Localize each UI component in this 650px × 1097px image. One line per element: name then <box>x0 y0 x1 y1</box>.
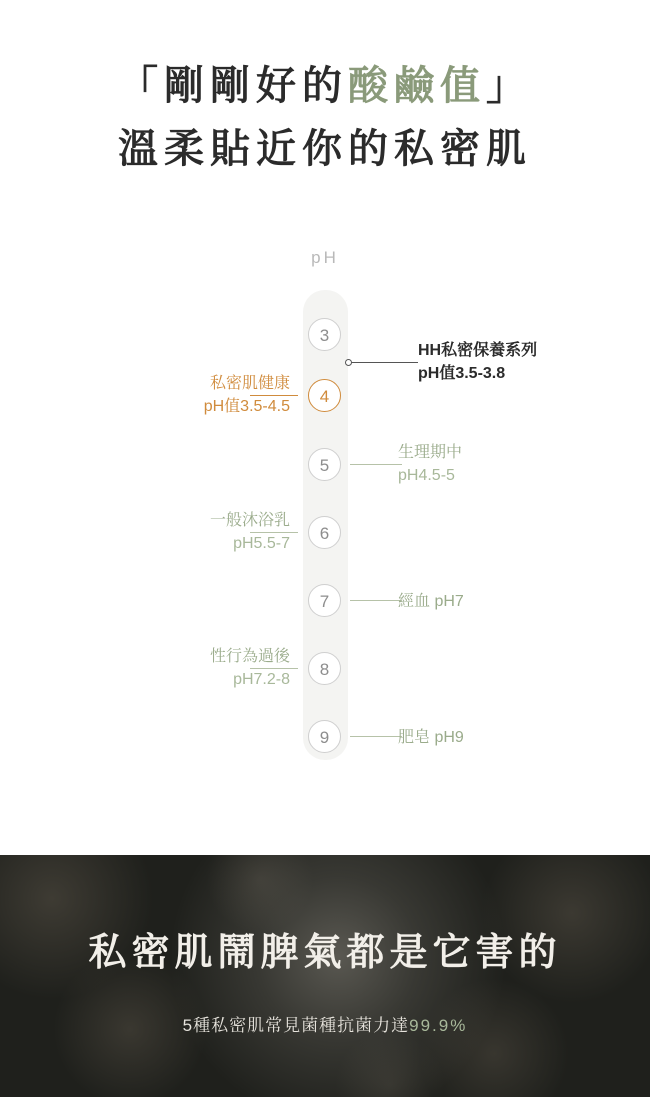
ph-scale-rows <box>0 290 650 760</box>
ph-value-6: 6 <box>308 516 341 549</box>
ph-value-4: 4 <box>308 379 341 412</box>
callout-dot <box>345 359 352 366</box>
callout-label-line1: HH私密保養系列 <box>418 342 538 359</box>
callout-connector-line <box>350 362 418 363</box>
tick-4-label-line2: pH值3.5-4.5 <box>203 398 290 416</box>
page-title <box>0 58 650 176</box>
section-title: 私密肌鬧脾氣都是它害的 <box>88 932 562 974</box>
tick-8-label-line1: 性行為過後 <box>209 648 290 665</box>
headline-post: 」 <box>486 63 532 108</box>
tick-6-label-line2: pH5.5-7 <box>233 535 290 553</box>
headline-pre: 「剛剛好的 <box>118 63 348 108</box>
tick-8-label <box>210 645 290 691</box>
ph-value-7: 7 <box>308 584 341 617</box>
headline-accent: 酸鹼值 <box>348 63 486 108</box>
ph-value-3: 3 <box>308 318 341 351</box>
tick-5-label-line1: 生理期中 <box>398 444 463 461</box>
tick-6-label-line1: 一般沐浴乳 <box>209 512 290 529</box>
tick-6-label <box>210 509 290 555</box>
section-subtitle-percent: 99.9% <box>409 1016 468 1035</box>
ph-value-5: 5 <box>308 448 341 481</box>
section-subtitle-text: 5種私密肌常見菌種抗菌力達 <box>182 1016 410 1035</box>
tick-8-label-line2: pH7.2-8 <box>233 671 290 689</box>
tick-9-label <box>398 726 464 749</box>
tick-7-connector-line <box>350 600 402 601</box>
callout-label <box>418 339 537 385</box>
headline-line-1 <box>0 58 650 113</box>
headline-line-2: 溫柔貼近你的私密肌 <box>118 126 532 172</box>
tick-4-label-line1: 私密肌健康 <box>209 375 290 392</box>
tick-4-label <box>204 372 290 418</box>
tick-5-label-line2: pH4.5-5 <box>398 467 455 485</box>
ph-value-9: 9 <box>308 720 341 753</box>
antibacterial-section <box>0 855 650 1097</box>
tick-7-label <box>398 590 464 613</box>
callout-label-line2: pH值3.5-3.8 <box>418 365 506 383</box>
tick-9-label-line1: 肥皂 pH9 <box>398 729 464 746</box>
section-subtitle <box>0 1011 650 1036</box>
ph-value-8: 8 <box>308 652 341 685</box>
ph-axis-label: pH <box>311 248 339 267</box>
tick-5-connector-line <box>350 464 402 465</box>
tick-9-connector-line <box>350 736 402 737</box>
section-background-image <box>0 855 650 1097</box>
tick-5-label <box>398 441 462 487</box>
tick-7-label-line1: 經血 pH7 <box>398 593 464 610</box>
